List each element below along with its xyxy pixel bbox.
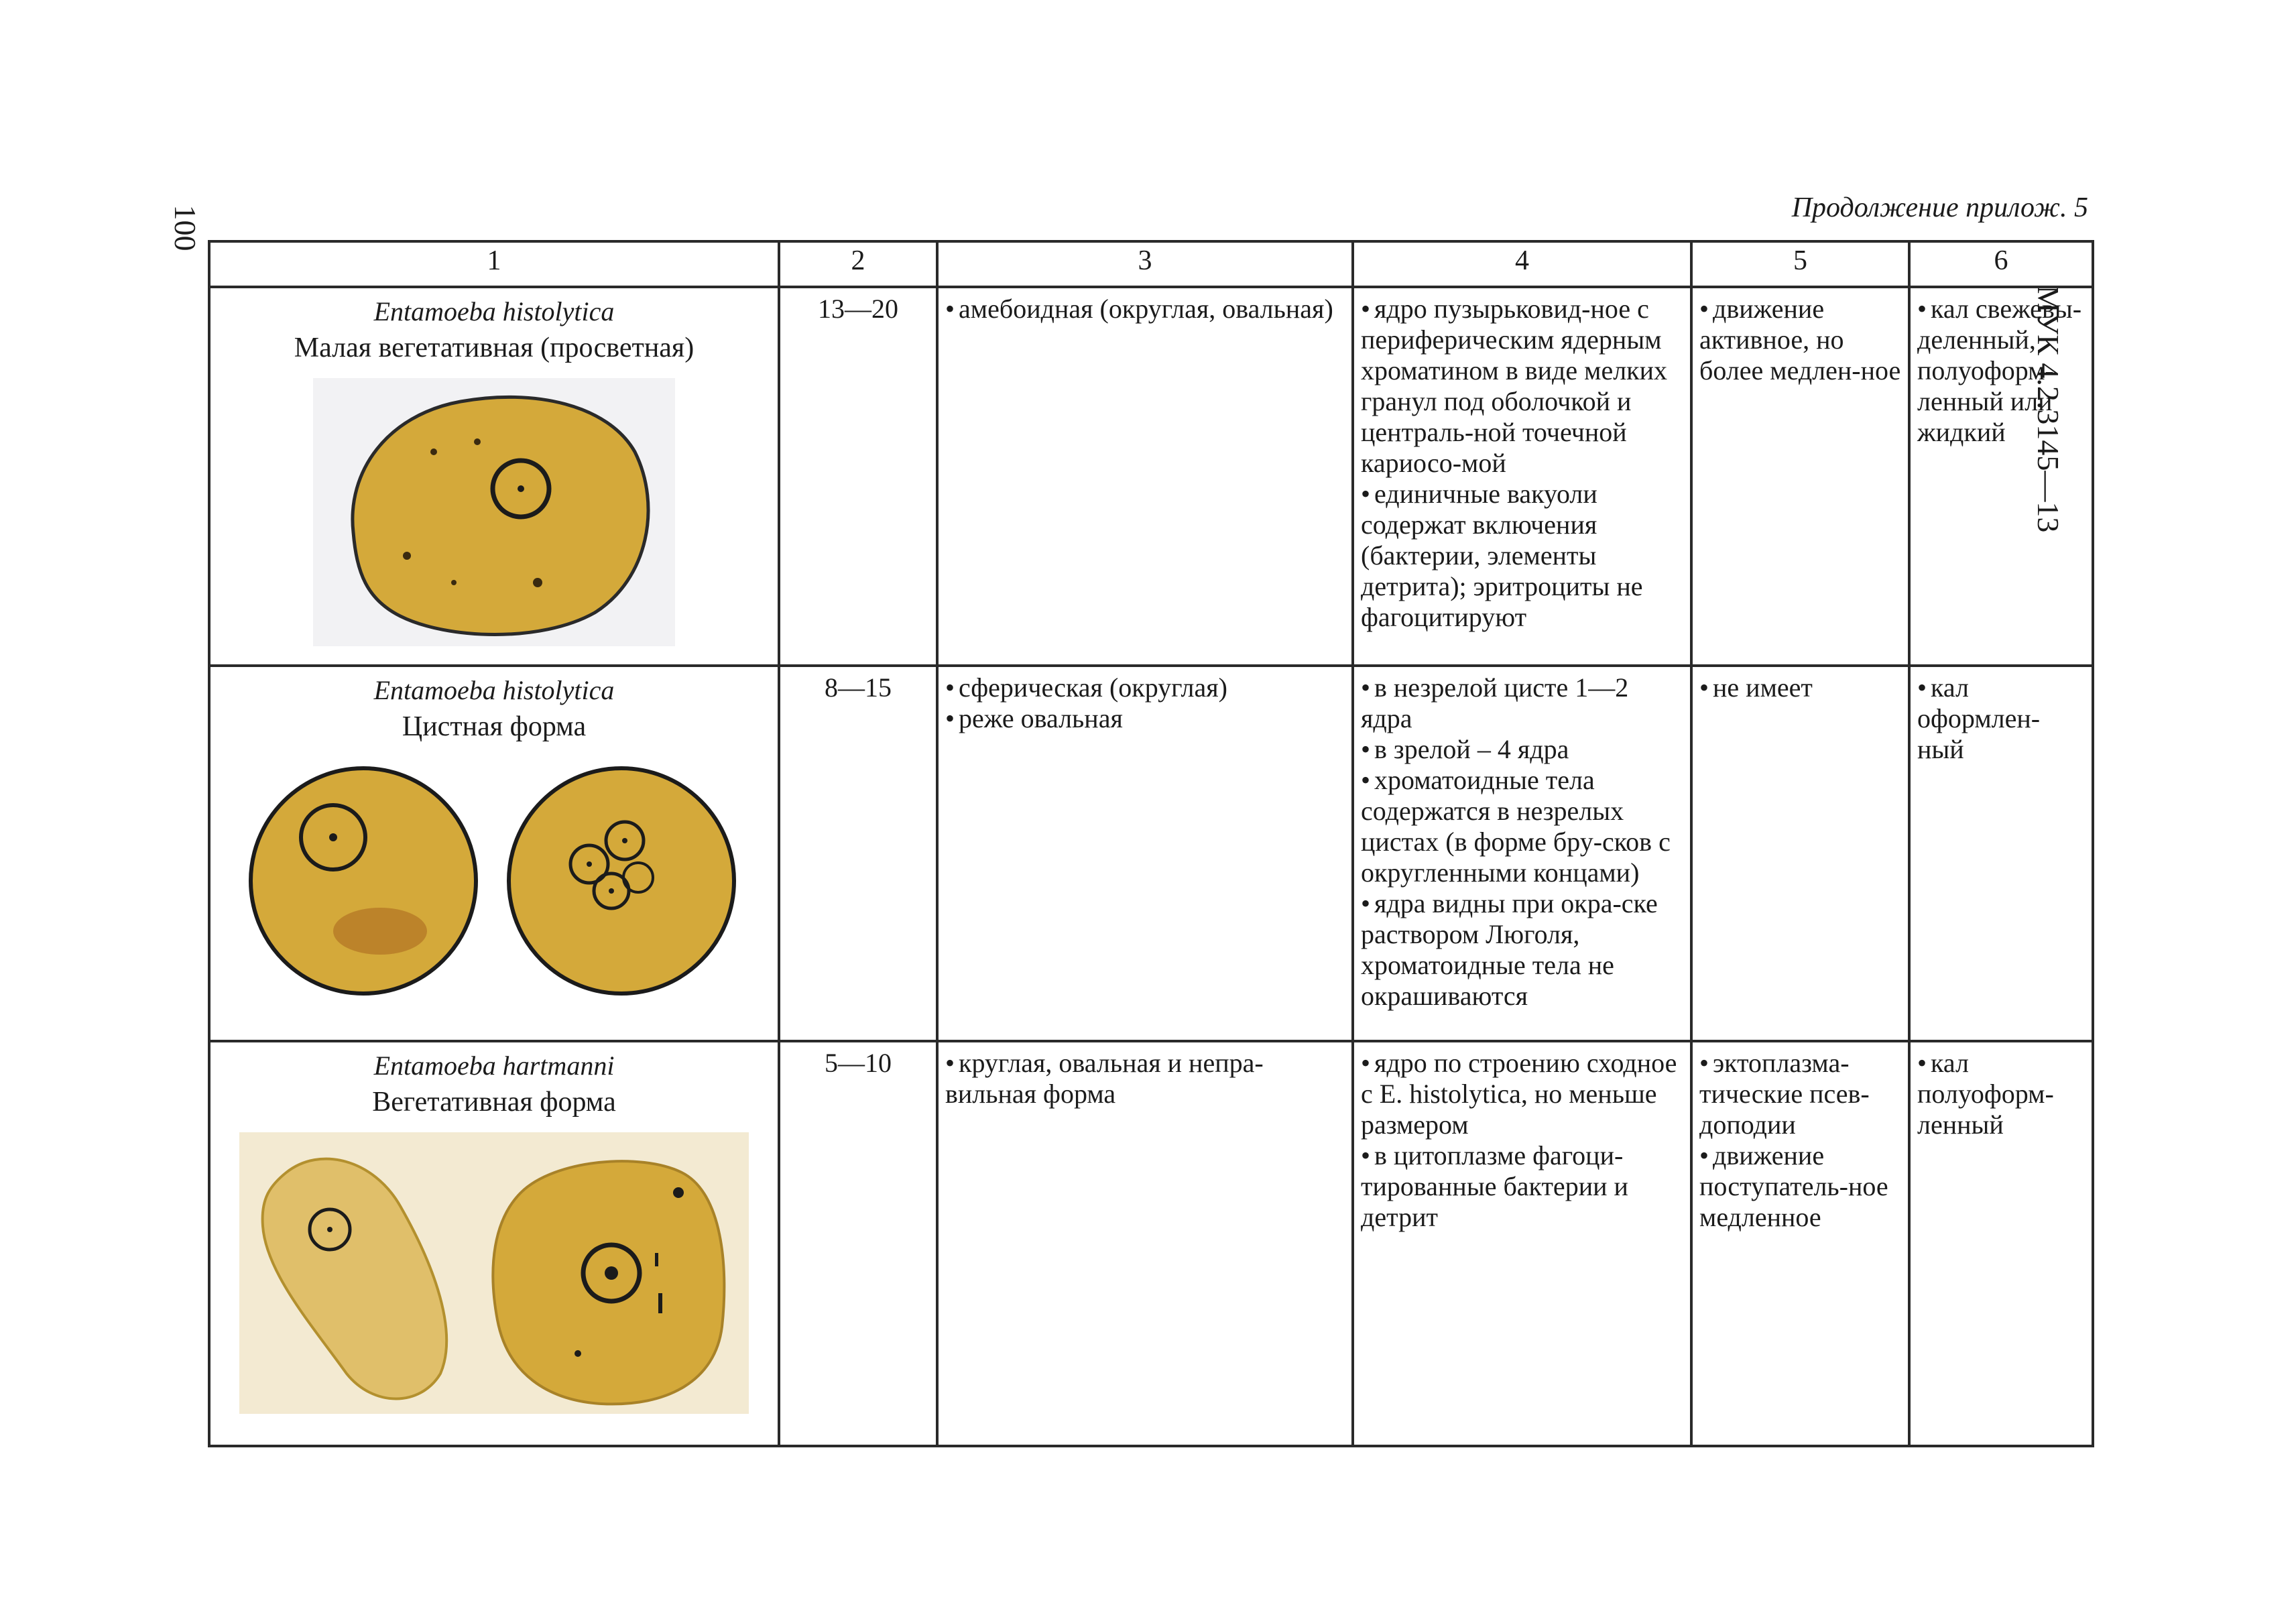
material-cell <box>1909 287 2093 666</box>
size-cell: 5—10 <box>779 1041 937 1446</box>
inclusion <box>655 1253 658 1266</box>
document-code: МУК 4.2.3145—13 <box>2031 285 2065 533</box>
round-trophozoite <box>493 1161 724 1404</box>
inclusion <box>474 438 481 445</box>
header-cell: 3 <box>937 241 1353 287</box>
trophozoite-body <box>353 397 648 634</box>
motility-cell <box>1691 1041 1909 1446</box>
inclusion <box>673 1187 684 1198</box>
structure-cell <box>1353 1041 1691 1446</box>
cyst-illustration <box>246 757 742 1012</box>
list-item: • хроматоидные тела содержатся в незрелых цистах (в форме бру-сков с округленными концами) <box>1361 765 1671 888</box>
mature-cyst <box>509 768 734 994</box>
shape-cell <box>937 1041 1353 1446</box>
material-cell <box>1909 666 2093 1041</box>
list-item: • реже овальная <box>945 703 1123 733</box>
species-cell <box>209 1041 779 1446</box>
list-item: • круглая, овальная и непра-вильная форма <box>945 1048 1264 1109</box>
header-row <box>209 241 2093 287</box>
list-item: • в зрелой – 4 ядра <box>1361 734 1569 764</box>
size-cell: 8—15 <box>779 666 937 1041</box>
size-cell: 13—20 <box>779 287 937 666</box>
list-item: • в цитоплазме фагоци-тированные бактерии и детрит <box>1361 1140 1628 1232</box>
karyosome <box>587 861 592 867</box>
karyosome <box>622 838 627 843</box>
structure-cell <box>1353 666 1691 1041</box>
inclusion <box>451 580 457 585</box>
list-item: • амебоидная (округлая, овальная) <box>945 294 1333 324</box>
inclusion <box>533 578 542 587</box>
shape-cell <box>937 666 1353 1041</box>
table-row <box>209 666 2093 1041</box>
list-item: • единичные вакуоли содержат включения (бактерии, элементы детрита); эритроциты не фагоцитируют <box>1361 479 1643 632</box>
page-number: 100 <box>168 204 202 251</box>
form-name: Вегетативная форма <box>372 1087 616 1118</box>
structure-cell <box>1353 287 1691 666</box>
list-item: • в незрелой цисте 1—2 ядра <box>1361 672 1629 733</box>
motility-cell <box>1691 287 1909 666</box>
list-item: • кал оформлен-ный <box>1917 672 2041 764</box>
material-cell <box>1909 1041 2093 1446</box>
species-name: Entamoeba hartmanni <box>373 1050 615 1081</box>
header-cell: 6 <box>1909 241 2093 287</box>
parasite-table <box>208 240 2094 1447</box>
header-cell: 5 <box>1691 241 1909 287</box>
karyosome <box>327 1227 333 1232</box>
form-name: Малая вегетативная (просветная) <box>294 333 694 363</box>
table-row <box>209 287 2093 666</box>
inclusion <box>575 1350 581 1357</box>
species-name: Entamoeba histolytica <box>373 296 615 326</box>
list-item: • не имеет <box>1699 672 1813 703</box>
continuation-caption: Продолжение прилож. 5 <box>1791 192 2088 223</box>
list-item: • движение активное, но более медлен-ное <box>1699 294 1901 385</box>
karyosome <box>329 833 337 841</box>
karyosome <box>609 888 614 894</box>
species-cell <box>209 287 779 666</box>
list-item: • движение поступатель-ное медленное <box>1699 1140 1888 1232</box>
karyosome <box>518 485 524 492</box>
list-item: • кал полуоформ-ленный <box>1917 1048 2054 1140</box>
motility-cell <box>1691 666 1909 1041</box>
list-item: • ядра видны при окра-ске раствором Люголя, хроматоидные тела не окрашиваются <box>1361 888 1658 1011</box>
header-cell: 1 <box>209 241 779 287</box>
list-item: • ядро пузырьковид-ное с периферическим ядерным хроматином в виде мелких гранул под оболочкой и централь-ной точечной кариосо-мой <box>1361 294 1667 478</box>
header-cell: 4 <box>1353 241 1691 287</box>
list-item: • ядро по строению сходное с E. histolytica, но меньше размером <box>1361 1048 1677 1140</box>
species-cell <box>209 666 779 1041</box>
list-item: • кал свежевы-деленный, полуоформ-ленный или жидкий <box>1917 294 2082 447</box>
inclusion <box>430 448 437 455</box>
chromatoid-body <box>333 908 427 955</box>
form-name: Цистная форма <box>402 711 587 742</box>
hartmanni-illustration <box>239 1132 749 1414</box>
shape-cell <box>937 287 1353 666</box>
list-item: • эктоплазма-тические псев-доподии <box>1699 1048 1870 1140</box>
inclusion <box>403 552 411 560</box>
trophozoite-illustration <box>313 378 675 646</box>
karyosome <box>605 1266 618 1280</box>
table-row <box>209 1041 2093 1446</box>
immature-cyst <box>251 768 476 994</box>
inclusion <box>658 1293 662 1313</box>
header-cell: 2 <box>779 241 937 287</box>
list-item: • сферическая (округлая) <box>945 672 1227 703</box>
species-name: Entamoeba histolytica <box>373 675 615 705</box>
